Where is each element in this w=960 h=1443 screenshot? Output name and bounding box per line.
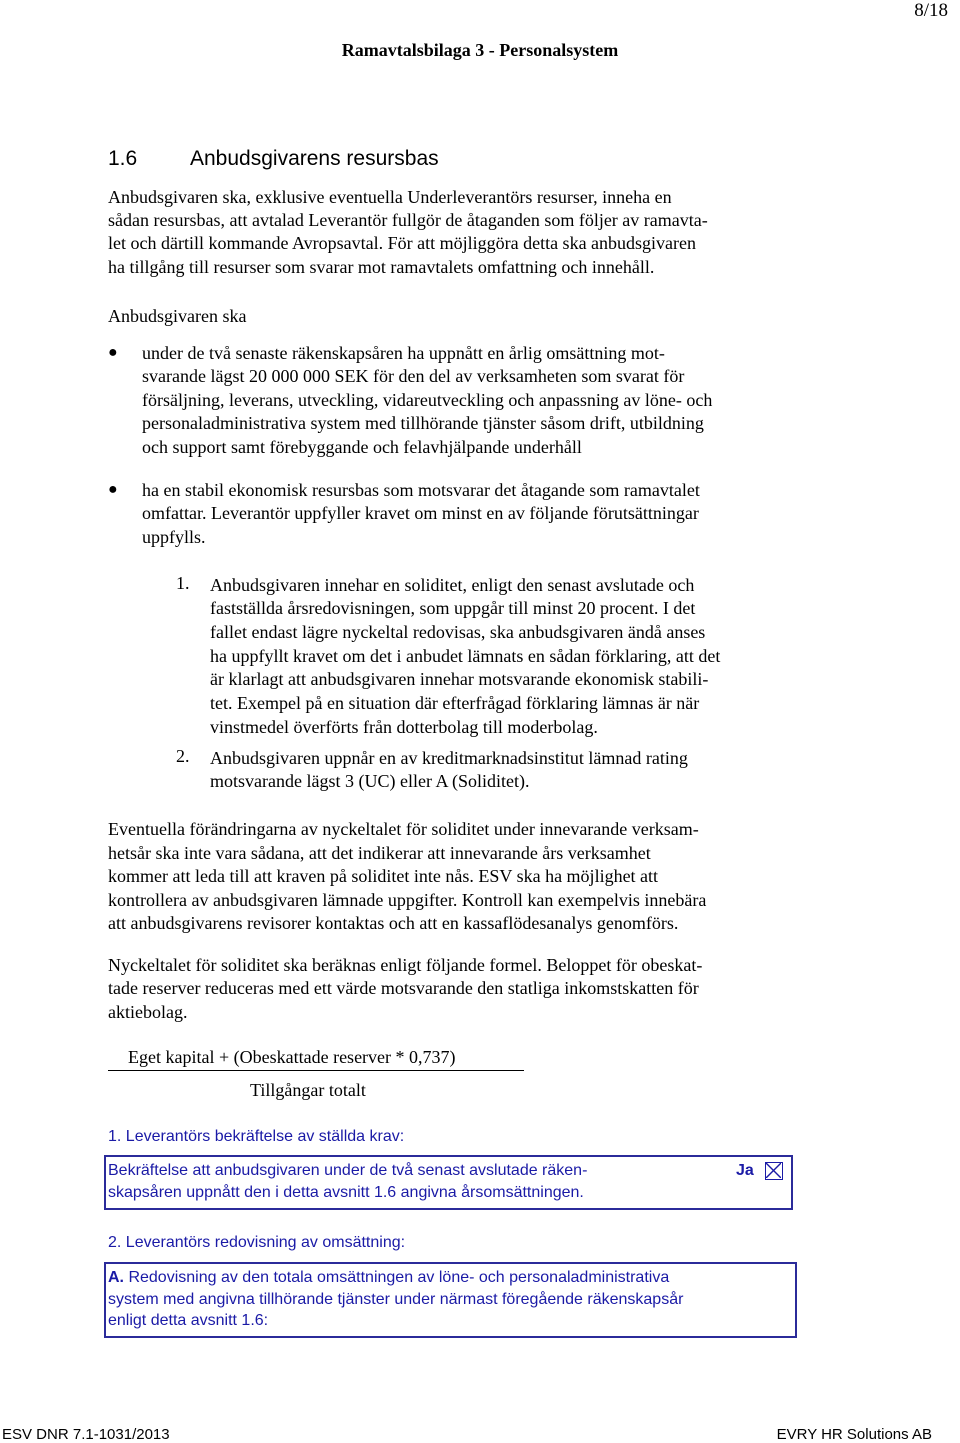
item1-line: ha uppfyllt kravet om det i anbudet lämnats en sådan förklaring, att det [210,646,721,666]
bullet1-line: svarande lägst 20 000 000 SEK för den del av verksamheten som svarat för [142,366,685,386]
item1-line: Anbudsgivaren innehar en soliditet, enligt den senast avslutade och [210,575,695,595]
document-title: Ramavtalsbilaga 3 - Personalsystem [341,40,619,60]
item1-line: fallet endast lägre nyckeltal redovisas, ska anbudsgivaren ändå anses [210,622,706,642]
report-heading-number: 2. [108,1234,122,1251]
confirm-answer-label: Ja [736,1162,754,1179]
report-heading-text: Leverantörs redovisning av omsättning: [125,1234,406,1251]
confirm-heading-number: 1. [108,1128,122,1145]
changes-line: att anbudsgivarens revisorer kontaktas och att en kassaflödesanalys genomförs. [108,913,679,933]
intro-line: sådan resursbas, att avtalad Leverantör fullgör de åtaganden som följer av ramavta- [108,210,708,230]
changes-line: hetsår ska inte vara sådana, att det indikerar att innevarande års verksamhet [108,843,651,863]
page-number: 8/18 [914,0,948,21]
bullet-dot: ● [108,344,118,361]
formula-numerator: Eget kapital + (Obeskattade reserver * 0,737) [128,1047,456,1067]
report-line [108,1269,669,1287]
item2-number: 2. [176,746,190,766]
intro-line: ha tillgång till resurser som svarar mot ramavtalets omfattning och innehåll. [108,257,655,277]
report-line: enligt detta avsnitt 1.6: [108,1312,269,1329]
item1-number: 1. [176,573,190,593]
section-number: 1.6 [108,147,138,170]
item1-line: tet. Exempel på en situation där efterfrågad förklaring lämnas är när [210,693,700,713]
bullet2-line: omfattar. Leverantör uppfyller kravet om minst en av följande förutsättningar [142,503,699,523]
bullet1-line: personaladministrativa system med tillhörande tjänster såsom drift, utbildning [142,413,704,433]
item2-line: Anbudsgivaren uppnår en av kreditmarknadsinstitut lämnad rating [210,748,688,768]
formula-intro-line: aktiebolag. [108,1002,188,1022]
item1-line: vinstmedel överförts från dotterbolag till moderbolag. [210,717,598,737]
bullet1-line: under de två senaste räkenskapsåren ha uppnått en årlig omsättning mot- [142,343,665,363]
lead-text: Anbudsgivaren ska [108,306,247,326]
bullet2-line: uppfylls. [142,527,206,547]
item1-line: är klarlagt att anbudsgivaren innehar motsvarande ekonomisk stabili- [210,669,709,689]
formula-fraction-bar [108,1070,524,1071]
report-label: A. [108,1269,124,1286]
intro-line: Anbudsgivaren ska, exklusive eventuella Underleverantörs resurser, inneha en [108,187,672,207]
confirm-checkbox[interactable] [765,1162,783,1180]
bullet1-line: försäljning, leverans, utveckling, vidareutveckling och anpassning av löne- och [142,390,713,410]
changes-line: kommer att leda till att kraven på soliditet inte nås. ESV ska ha möjlighet att [108,866,659,886]
confirm-heading [108,1128,404,1146]
bullet-dot: ● [108,481,118,498]
confirm-line: Bekräftelse att anbudsgivaren under de två senast avslutade räken- [108,1162,588,1179]
report-heading [108,1234,405,1252]
footer-left: ESV DNR 7.1-1031/2013 [2,1426,170,1443]
report-line-text: Redovisning av den totala omsättningen av löne- och personaladministrativa [128,1269,670,1286]
section-heading [108,147,439,171]
confirm-heading-text: Leverantörs bekräftelse av ställda krav: [125,1128,405,1145]
report-line: system med angivna tillhörande tjänster under närmast föregående räkenskapsår [108,1291,684,1308]
bullet2-line: ha en stabil ekonomisk resursbas som motsvarar det åtagande som ramavtalet [142,480,700,500]
bullet1-line: och support samt förebyggande och felavhjälpande underhåll [142,437,582,457]
formula-intro-line: tade reserver reduceras med ett värde motsvarande den statliga inkomstskatten för [108,978,699,998]
changes-line: Eventuella förändringarna av nyckeltalet för soliditet under innevarande verksam- [108,819,699,839]
formula-intro-line: Nyckeltalet för soliditet ska beräknas enligt följande formel. Beloppet för obeskat- [108,955,703,975]
footer-right: EVRY HR Solutions AB [776,1426,932,1443]
section-title: Anbudsgivarens resursbas [190,147,439,170]
confirm-line: skapsåren uppnått den i detta avsnitt 1.6 angivna årsomsättningen. [108,1184,584,1201]
intro-line: let och därtill kommande Avropsavtal. För att möjliggöra detta ska anbudsgivaren [108,233,697,253]
item2-line: motsvarande lägst 3 (UC) eller A (Soliditet). [210,771,530,791]
changes-line: kontrollera av anbudsgivaren lämnade uppgifter. Kontroll kan exempelvis innebära [108,890,707,910]
item1-line: fastställda årsredovisningen, som uppgår till minst 20 procent. I det [210,598,696,618]
formula-denominator: Tillgångar totalt [250,1080,366,1100]
checkbox-cross-icon [766,1163,781,1178]
